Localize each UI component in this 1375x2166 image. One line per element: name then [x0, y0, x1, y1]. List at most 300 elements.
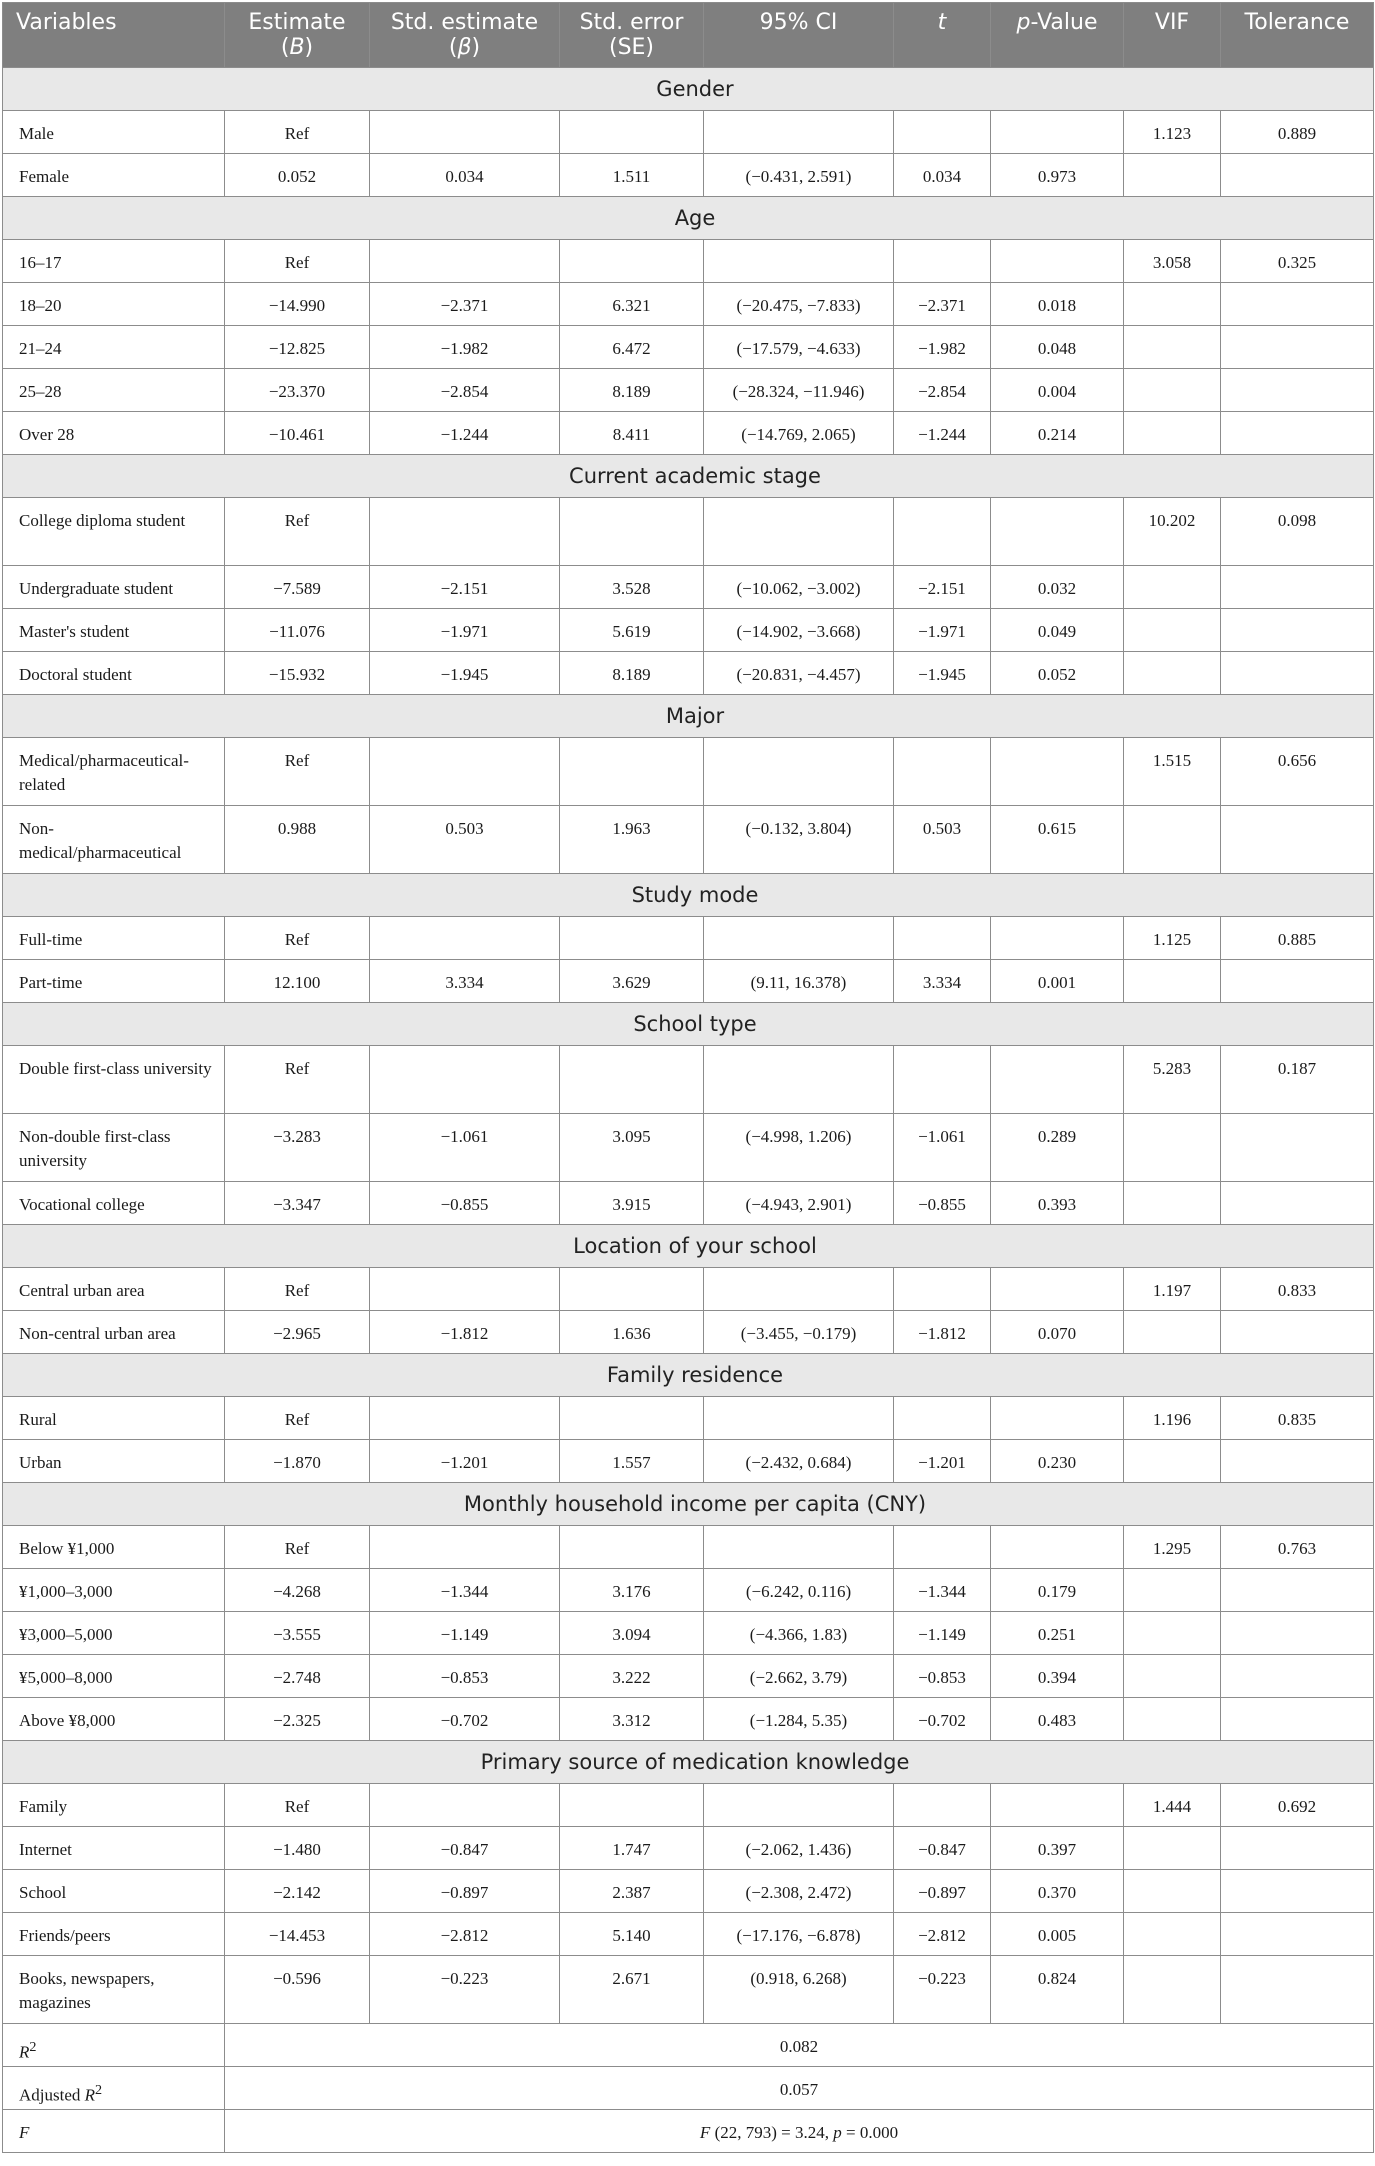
ci-cell: (−0.431, 2.591) [704, 154, 894, 197]
variable-cell: Non-central urban area [3, 1311, 225, 1354]
r2-label [3, 2024, 225, 2067]
ci-cell: (−4.998, 1.206) [704, 1114, 894, 1182]
std-estimate-cell [370, 498, 560, 566]
tolerance-cell: 0.763 [1221, 1526, 1374, 1569]
std-estimate-cell: −2.371 [370, 283, 560, 326]
std-estimate-cell: −1.945 [370, 652, 560, 695]
header-p-symbol: p [1016, 10, 1031, 35]
vif-cell [1124, 1698, 1221, 1741]
estimate-cell: 12.100 [225, 960, 370, 1003]
estimate-cell: 0.052 [225, 154, 370, 197]
estimate-cell: −10.461 [225, 412, 370, 455]
r2-symbol: R [19, 2042, 30, 2062]
r2-row [3, 2024, 1374, 2067]
std-estimate-cell: −2.854 [370, 369, 560, 412]
vif-cell: 1.444 [1124, 1784, 1221, 1827]
ci-cell: (0.918, 6.268) [704, 1956, 894, 2024]
ci-cell [704, 1784, 894, 1827]
tolerance-cell [1221, 1182, 1374, 1225]
p-value-cell: 0.370 [991, 1870, 1124, 1913]
section-title: Family residence [3, 1354, 1374, 1397]
t-cell: −0.855 [894, 1182, 991, 1225]
tolerance-cell [1221, 1870, 1374, 1913]
vif-cell [1124, 1612, 1221, 1655]
estimate-cell: −11.076 [225, 609, 370, 652]
p-value-cell: 0.397 [991, 1827, 1124, 1870]
section-header-row [3, 455, 1374, 498]
tolerance-cell [1221, 960, 1374, 1003]
header-std-error-abbrev: (SE) [608, 35, 655, 60]
tolerance-cell [1221, 1655, 1374, 1698]
section-title: School type [3, 1003, 1374, 1046]
variable-cell: Rural [3, 1397, 225, 1440]
t-cell [894, 1397, 991, 1440]
vif-cell [1124, 369, 1221, 412]
estimate-cell: Ref [225, 917, 370, 960]
p-value-cell [991, 1397, 1124, 1440]
table-row [3, 498, 1374, 566]
std-error-cell: 1.557 [560, 1440, 704, 1483]
tolerance-cell: 0.098 [1221, 498, 1374, 566]
header-variables [3, 3, 225, 68]
std-error-cell: 3.095 [560, 1114, 704, 1182]
tolerance-cell: 0.692 [1221, 1784, 1374, 1827]
tolerance-cell [1221, 566, 1374, 609]
t-cell: −2.854 [894, 369, 991, 412]
ci-cell: (−20.475, −7.833) [704, 283, 894, 326]
std-estimate-cell: −2.812 [370, 1913, 560, 1956]
tolerance-cell: 0.885 [1221, 917, 1374, 960]
section-header-row [3, 1354, 1374, 1397]
estimate-cell: −3.347 [225, 1182, 370, 1225]
variable-cell: 25–28 [3, 369, 225, 412]
tolerance-cell [1221, 1612, 1374, 1655]
variable-cell: Non-medical/pharmaceutical [3, 806, 225, 874]
section-header-row [3, 1003, 1374, 1046]
vif-cell: 1.515 [1124, 738, 1221, 806]
table-row [3, 1268, 1374, 1311]
ci-cell: (−4.366, 1.83) [704, 1612, 894, 1655]
estimate-cell: −7.589 [225, 566, 370, 609]
table-row [3, 566, 1374, 609]
t-cell: −0.853 [894, 1655, 991, 1698]
std-estimate-cell: 0.034 [370, 154, 560, 197]
std-estimate-cell: −1.812 [370, 1311, 560, 1354]
std-estimate-cell [370, 1397, 560, 1440]
section-title: Primary source of medication knowledge [3, 1741, 1374, 1784]
variable-cell: Urban [3, 1440, 225, 1483]
t-cell [894, 738, 991, 806]
ci-cell [704, 738, 894, 806]
ci-cell: (−17.176, −6.878) [704, 1913, 894, 1956]
estimate-cell: −1.480 [225, 1827, 370, 1870]
p-value-cell [991, 1268, 1124, 1311]
ci-cell [704, 1397, 894, 1440]
vif-cell [1124, 1956, 1221, 2024]
std-error-cell: 1.747 [560, 1827, 704, 1870]
t-cell [894, 240, 991, 283]
header-vif [1124, 3, 1221, 68]
estimate-cell: Ref [225, 1784, 370, 1827]
tolerance-cell [1221, 412, 1374, 455]
t-cell: −1.061 [894, 1114, 991, 1182]
variable-cell: Undergraduate student [3, 566, 225, 609]
header-std-error-text: Std. error [579, 10, 684, 35]
variable-cell: Full-time [3, 917, 225, 960]
p-value-cell: 0.973 [991, 154, 1124, 197]
variable-cell: Female [3, 154, 225, 197]
estimate-cell: −2.142 [225, 1870, 370, 1913]
estimate-cell: −3.283 [225, 1114, 370, 1182]
t-cell [894, 917, 991, 960]
std-estimate-cell: −1.061 [370, 1114, 560, 1182]
p-value-cell: 0.070 [991, 1311, 1124, 1354]
variable-cell: Non-double first-class university [3, 1114, 225, 1182]
estimate-cell: −2.325 [225, 1698, 370, 1741]
tolerance-cell: 0.833 [1221, 1268, 1374, 1311]
p-value-cell [991, 1046, 1124, 1114]
header-std-estimate-symbol: β [457, 35, 472, 60]
table-row [3, 1827, 1374, 1870]
adjusted-r-superscript: 2 [95, 2082, 103, 2098]
header-ci-text: 95% CI [759, 10, 838, 35]
variable-cell: Double first-class university [3, 1046, 225, 1114]
vif-cell [1124, 960, 1221, 1003]
table-footer [3, 2024, 1374, 2153]
estimate-cell: Ref [225, 1046, 370, 1114]
variable-cell: 16–17 [3, 240, 225, 283]
p-value-cell: 0.289 [991, 1114, 1124, 1182]
std-estimate-cell: −2.151 [370, 566, 560, 609]
tolerance-cell [1221, 1827, 1374, 1870]
table-row [3, 1913, 1374, 1956]
table-row [3, 652, 1374, 695]
table-body [3, 68, 1374, 2024]
p-value-cell: 0.179 [991, 1569, 1124, 1612]
vif-cell [1124, 1827, 1221, 1870]
vif-cell [1124, 1182, 1221, 1225]
t-cell: −0.702 [894, 1698, 991, 1741]
estimate-cell: Ref [225, 498, 370, 566]
adjusted-r2-value: 0.057 [225, 2067, 1374, 2110]
t-cell: −0.223 [894, 1956, 991, 2024]
estimate-cell: Ref [225, 111, 370, 154]
table-row [3, 738, 1374, 806]
estimate-cell: Ref [225, 1397, 370, 1440]
section-header-row [3, 1741, 1374, 1784]
section-title: Location of your school [3, 1225, 1374, 1268]
estimate-cell: −1.870 [225, 1440, 370, 1483]
std-error-cell [560, 738, 704, 806]
vif-cell [1124, 326, 1221, 369]
tolerance-cell [1221, 1114, 1374, 1182]
vif-cell: 5.283 [1124, 1046, 1221, 1114]
variable-cell: Vocational college [3, 1182, 225, 1225]
estimate-cell: −14.453 [225, 1913, 370, 1956]
std-error-cell: 1.636 [560, 1311, 704, 1354]
std-estimate-cell [370, 917, 560, 960]
std-estimate-cell [370, 738, 560, 806]
std-error-cell [560, 1526, 704, 1569]
section-title: Monthly household income per capita (CNY) [3, 1483, 1374, 1526]
estimate-cell: Ref [225, 1526, 370, 1569]
std-estimate-cell: −1.971 [370, 609, 560, 652]
std-error-cell: 3.094 [560, 1612, 704, 1655]
f-row [3, 2110, 1374, 2153]
ci-cell: (−14.769, 2.065) [704, 412, 894, 455]
regression-table [2, 2, 1374, 2153]
table-row [3, 369, 1374, 412]
std-error-cell: 1.511 [560, 154, 704, 197]
adjusted-r2-label [3, 2067, 225, 2110]
estimate-cell: Ref [225, 1268, 370, 1311]
vif-cell: 1.197 [1124, 1268, 1221, 1311]
std-estimate-cell: −0.702 [370, 1698, 560, 1741]
estimate-cell: −2.965 [225, 1311, 370, 1354]
vif-cell [1124, 1913, 1221, 1956]
table-row [3, 1526, 1374, 1569]
vif-cell: 1.123 [1124, 111, 1221, 154]
t-cell [894, 1784, 991, 1827]
estimate-cell: −4.268 [225, 1569, 370, 1612]
f-value-symbol: F [699, 2123, 711, 2142]
ci-cell: (−2.308, 2.472) [704, 1870, 894, 1913]
table-row [3, 960, 1374, 1003]
std-error-cell [560, 1268, 704, 1311]
header-tolerance-text: Tolerance [1244, 10, 1350, 35]
f-value-p: = 0.000 [841, 2123, 899, 2142]
header-estimate-symbol: B [289, 35, 305, 60]
p-value-cell: 0.049 [991, 609, 1124, 652]
section-title: Major [3, 695, 1374, 738]
std-estimate-cell: −0.855 [370, 1182, 560, 1225]
section-header-row [3, 197, 1374, 240]
vif-cell [1124, 1655, 1221, 1698]
variable-cell: Family [3, 1784, 225, 1827]
estimate-cell: −0.596 [225, 1956, 370, 2024]
variable-cell: ¥5,000–8,000 [3, 1655, 225, 1698]
p-value-cell: 0.615 [991, 806, 1124, 874]
t-cell: −2.151 [894, 566, 991, 609]
p-value-cell: 0.483 [991, 1698, 1124, 1741]
estimate-cell: Ref [225, 738, 370, 806]
section-title: Gender [3, 68, 1374, 111]
section-title: Current academic stage [3, 455, 1374, 498]
t-cell: −2.812 [894, 1913, 991, 1956]
tolerance-cell: 0.889 [1221, 111, 1374, 154]
vif-cell [1124, 652, 1221, 695]
vif-cell [1124, 1114, 1221, 1182]
table-row [3, 1698, 1374, 1741]
t-cell: −1.982 [894, 326, 991, 369]
t-cell [894, 1268, 991, 1311]
table-row [3, 1784, 1374, 1827]
variable-cell: Master's student [3, 609, 225, 652]
variable-cell: College diploma student [3, 498, 225, 566]
tolerance-cell [1221, 1311, 1374, 1354]
estimate-cell: −3.555 [225, 1612, 370, 1655]
std-error-cell [560, 917, 704, 960]
std-error-cell: 1.963 [560, 806, 704, 874]
p-value-cell: 0.005 [991, 1913, 1124, 1956]
adjusted-text: Adjusted [19, 2085, 85, 2105]
std-estimate-cell [370, 1784, 560, 1827]
table-row [3, 1956, 1374, 2024]
table-row [3, 1046, 1374, 1114]
std-estimate-cell: −0.897 [370, 1870, 560, 1913]
ci-cell [704, 1046, 894, 1114]
std-error-cell: 3.629 [560, 960, 704, 1003]
table-row [3, 609, 1374, 652]
table-row [3, 412, 1374, 455]
std-error-cell: 8.189 [560, 369, 704, 412]
table-row [3, 806, 1374, 874]
vif-cell [1124, 566, 1221, 609]
std-estimate-cell [370, 1046, 560, 1114]
table-row [3, 240, 1374, 283]
variable-cell: 18–20 [3, 283, 225, 326]
table-row [3, 1397, 1374, 1440]
tolerance-cell [1221, 369, 1374, 412]
header-ci [704, 3, 894, 68]
table-row [3, 283, 1374, 326]
tolerance-cell [1221, 609, 1374, 652]
variable-cell: Books, newspapers, magazines [3, 1956, 225, 2024]
estimate-cell: −12.825 [225, 326, 370, 369]
p-value-cell [991, 738, 1124, 806]
ci-cell: (−2.432, 0.684) [704, 1440, 894, 1483]
p-value-cell [991, 917, 1124, 960]
f-value [225, 2110, 1374, 2153]
ci-cell [704, 917, 894, 960]
ci-cell: (9.11, 16.378) [704, 960, 894, 1003]
header-t-text: t [937, 10, 947, 35]
vif-cell: 1.125 [1124, 917, 1221, 960]
t-cell: −1.812 [894, 1311, 991, 1354]
std-error-cell [560, 111, 704, 154]
vif-cell [1124, 1870, 1221, 1913]
ci-cell: (−14.902, −3.668) [704, 609, 894, 652]
estimate-cell: −23.370 [225, 369, 370, 412]
variable-cell: Part-time [3, 960, 225, 1003]
std-error-cell [560, 1397, 704, 1440]
t-cell: −0.847 [894, 1827, 991, 1870]
std-estimate-cell [370, 1526, 560, 1569]
variable-cell: Central urban area [3, 1268, 225, 1311]
section-header-row [3, 1225, 1374, 1268]
std-estimate-cell [370, 111, 560, 154]
std-error-cell [560, 240, 704, 283]
variable-cell: Internet [3, 1827, 225, 1870]
std-error-cell: 6.321 [560, 283, 704, 326]
variable-cell: Doctoral student [3, 652, 225, 695]
t-cell: −1.945 [894, 652, 991, 695]
t-cell: −1.244 [894, 412, 991, 455]
std-error-cell: 3.222 [560, 1655, 704, 1698]
std-error-cell: 5.619 [560, 609, 704, 652]
std-estimate-cell: −0.853 [370, 1655, 560, 1698]
vif-cell [1124, 154, 1221, 197]
p-value-cell: 0.214 [991, 412, 1124, 455]
p-value-cell: 0.393 [991, 1182, 1124, 1225]
table-row [3, 917, 1374, 960]
section-title: Study mode [3, 874, 1374, 917]
table-row [3, 1612, 1374, 1655]
ci-cell: (−6.242, 0.116) [704, 1569, 894, 1612]
table-row [3, 1114, 1374, 1182]
t-cell: 3.334 [894, 960, 991, 1003]
ci-cell: (−0.132, 3.804) [704, 806, 894, 874]
std-estimate-cell: −1.149 [370, 1612, 560, 1655]
tolerance-cell: 0.656 [1221, 738, 1374, 806]
std-error-cell [560, 498, 704, 566]
variable-cell: ¥1,000–3,000 [3, 1569, 225, 1612]
f-value-p-symbol: p [833, 2123, 842, 2142]
ci-cell [704, 240, 894, 283]
header-row [3, 3, 1374, 68]
p-value-cell: 0.001 [991, 960, 1124, 1003]
table-row [3, 1440, 1374, 1483]
std-error-cell: 3.528 [560, 566, 704, 609]
table-row [3, 154, 1374, 197]
header-std-estimate-text: Std. estimate [390, 10, 539, 35]
p-value-cell [991, 1784, 1124, 1827]
ci-cell: (−3.455, −0.179) [704, 1311, 894, 1354]
variable-cell: School [3, 1870, 225, 1913]
section-header-row [3, 1483, 1374, 1526]
tolerance-cell [1221, 652, 1374, 695]
variable-cell: Male [3, 111, 225, 154]
header-p-value [991, 3, 1124, 68]
header-vif-text: VIF [1154, 10, 1190, 35]
p-value-cell: 0.052 [991, 652, 1124, 695]
header-variables-text: Variables [16, 10, 117, 35]
section-header-row [3, 695, 1374, 738]
std-error-cell: 3.915 [560, 1182, 704, 1225]
table-row [3, 1870, 1374, 1913]
header-p-text: -Value [1030, 10, 1098, 35]
std-estimate-cell: −1.201 [370, 1440, 560, 1483]
r2-value: 0.082 [225, 2024, 1374, 2067]
p-value-cell: 0.018 [991, 283, 1124, 326]
t-cell: −1.971 [894, 609, 991, 652]
vif-cell [1124, 1440, 1221, 1483]
p-value-cell [991, 240, 1124, 283]
ci-cell: (−1.284, 5.35) [704, 1698, 894, 1741]
ci-cell: (−20.831, −4.457) [704, 652, 894, 695]
p-value-cell: 0.004 [991, 369, 1124, 412]
p-value-cell: 0.394 [991, 1655, 1124, 1698]
std-error-cell: 8.411 [560, 412, 704, 455]
variable-cell: Over 28 [3, 412, 225, 455]
variable-cell: 21–24 [3, 326, 225, 369]
tolerance-cell [1221, 283, 1374, 326]
r2-superscript: 2 [29, 2039, 37, 2055]
ci-cell [704, 1526, 894, 1569]
ci-cell [704, 111, 894, 154]
variable-cell: Above ¥8,000 [3, 1698, 225, 1741]
p-value-cell [991, 498, 1124, 566]
vif-cell: 10.202 [1124, 498, 1221, 566]
vif-cell [1124, 412, 1221, 455]
std-estimate-cell [370, 1268, 560, 1311]
header-t [894, 3, 991, 68]
f-value-stat: (22, 793) = 3.24, [710, 2123, 834, 2142]
vif-cell [1124, 283, 1221, 326]
vif-cell [1124, 806, 1221, 874]
adjusted-r2-row [3, 2067, 1374, 2110]
std-estimate-cell: −0.847 [370, 1827, 560, 1870]
